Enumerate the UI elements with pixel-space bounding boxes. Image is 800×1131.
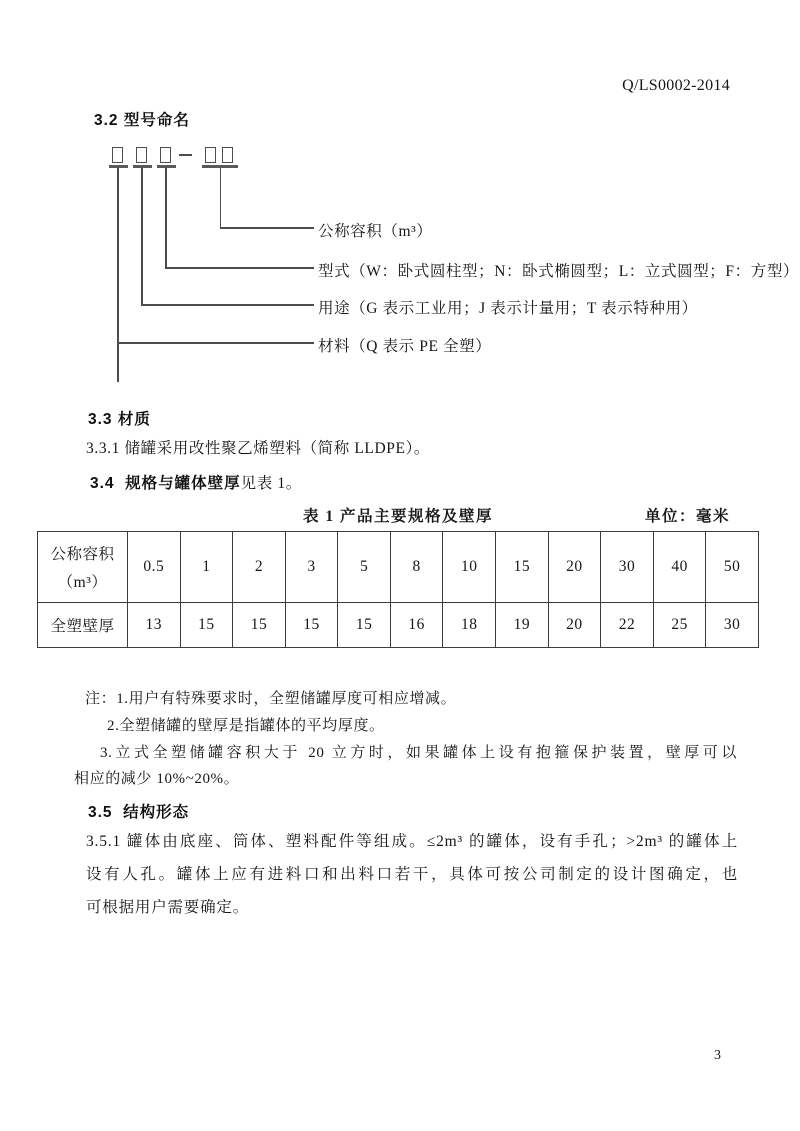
volume-cell: 1 <box>180 532 233 603</box>
model-code-box-5 <box>222 147 233 163</box>
thickness-cell: 16 <box>390 603 443 648</box>
table-caption: 表 1 产品主要规格及壁厚 <box>302 508 493 525</box>
connector-hline-use <box>141 304 314 306</box>
connector-vline-use <box>141 168 143 305</box>
volume-cell: 50 <box>706 532 759 603</box>
spec-table <box>37 531 759 648</box>
volume-cell: 10 <box>443 532 496 603</box>
diagram-label-material: 材料（Q 表示 PE 全塑） <box>318 338 492 355</box>
volume-cell: 30 <box>601 532 654 603</box>
connector-hline-type <box>165 267 314 269</box>
section-3-4-heading <box>90 471 302 493</box>
thickness-header-cell: 全塑壁厚 <box>38 603 128 648</box>
section-3-4-heading-bold: 3.4 规格与罐体壁厚 <box>90 475 241 492</box>
volume-cell: 40 <box>653 532 706 603</box>
section-3-3-heading: 3.3 材质 <box>88 411 151 428</box>
thickness-cell: 15 <box>233 603 286 648</box>
model-code-underline-1 <box>109 165 128 168</box>
thickness-cell: 20 <box>548 603 601 648</box>
section-3-2-heading: 3.2 型号命名 <box>94 112 190 129</box>
note-line-2: 2.全塑储罐的壁厚是指罐体的平均厚度。 <box>107 718 385 734</box>
para-3-3-1: 3.3.1 储罐采用改性聚乙烯塑料（简称 LLDPE）。 <box>86 440 431 457</box>
connector-hline-capacity <box>220 227 314 229</box>
volume-cell: 8 <box>390 532 443 603</box>
header-doc-number: Q/LS0002-2014 <box>622 77 730 94</box>
model-code-hyphen <box>179 154 192 156</box>
model-code-underline-3 <box>157 165 176 168</box>
section-3-5-heading: 3.5 结构形态 <box>88 804 190 821</box>
volume-cell: 2 <box>233 532 286 603</box>
table-row-volume <box>38 532 759 603</box>
table-unit: 单位：毫米 <box>644 508 730 525</box>
page-number: 3 <box>714 1048 721 1063</box>
volume-header-line1: 公称容积 <box>50 546 115 563</box>
note-line-1: 注：1.用户有特殊要求时，全塑储罐厚度可相应增减。 <box>85 691 457 707</box>
diagram-label-use: 用途（G 表示工业用；J 表示计量用；T 表示特种用） <box>318 300 698 317</box>
diagram-label-capacity: 公称容积（m³） <box>318 223 433 240</box>
volume-header-line2: （m³） <box>57 574 108 591</box>
diagram-label-type: 型式（W：卧式圆柱型；N：卧式椭圆型；L：立式圆型；F：方型） <box>318 263 800 280</box>
volume-cell: 0.5 <box>128 532 181 603</box>
volume-cell: 3 <box>285 532 338 603</box>
thickness-cell: 15 <box>338 603 391 648</box>
para-3-5-1-line-2: 设有人孔。罐体上应有进料口和出料口若干，具体可按公司制定的设计图确定，也 <box>86 866 738 883</box>
thickness-cell: 25 <box>653 603 706 648</box>
thickness-cell: 18 <box>443 603 496 648</box>
model-code-box-3 <box>160 147 171 163</box>
section-3-4-heading-rest: 见表 1。 <box>240 475 302 492</box>
note-line-4: 相应的减少 10%~20%。 <box>74 771 240 787</box>
table-row-thickness <box>38 603 759 648</box>
volume-cell: 20 <box>548 532 601 603</box>
connector-hline-material <box>117 342 314 344</box>
model-code-box-2 <box>136 147 147 163</box>
model-code-underline-2 <box>133 165 152 168</box>
volume-header-cell <box>38 532 128 603</box>
thickness-cell: 22 <box>601 603 654 648</box>
note-line-3: 3.立式全塑储罐容积大于 20 立方时，如果罐体上设有抱箍保护装置，壁厚可以 <box>100 745 737 761</box>
model-code-box-1 <box>112 147 123 163</box>
thickness-cell: 15 <box>180 603 233 648</box>
thickness-cell: 19 <box>496 603 549 648</box>
para-3-5-1-line-3: 可根据用户需要确定。 <box>86 899 250 916</box>
thickness-cell: 13 <box>128 603 181 648</box>
thickness-cell: 30 <box>706 603 759 648</box>
model-code-box-4 <box>205 147 216 163</box>
connector-vline-material <box>117 168 119 382</box>
connector-vline-capacity <box>220 168 222 228</box>
para-3-5-1-line-1: 3.5.1 罐体由底座、筒体、塑料配件等组成。≤2m³ 的罐体，设有手孔；>2m³ 的罐体上 <box>86 833 738 850</box>
volume-cell: 5 <box>338 532 391 603</box>
connector-vline-type <box>165 168 167 268</box>
volume-cell: 15 <box>496 532 549 603</box>
thickness-cell: 15 <box>285 603 338 648</box>
